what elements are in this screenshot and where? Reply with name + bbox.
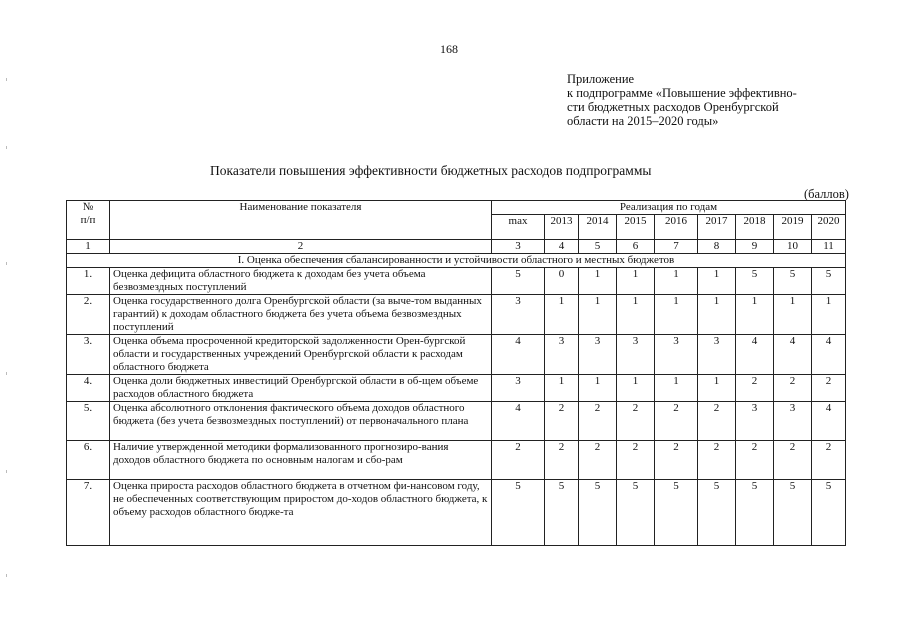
score-cell: 2 bbox=[545, 402, 579, 441]
indicator-name: Оценка объема просроченной кредиторской задолженности Орен-бургской области и государственных учреждений Оренбургской области к расходам областного бюджета bbox=[110, 335, 492, 375]
column-index: 8 bbox=[698, 240, 736, 254]
column-index: 6 bbox=[617, 240, 655, 254]
score-cell: 2 bbox=[812, 375, 846, 402]
indicator-name: Оценка дефицита областного бюджета к доходам без учета объема безвозмездных поступлений bbox=[110, 268, 492, 295]
header-year: 2019 bbox=[774, 215, 812, 240]
table-row bbox=[67, 441, 846, 480]
score-cell: 5 bbox=[655, 480, 698, 546]
table-row bbox=[67, 375, 846, 402]
score-cell: 1 bbox=[617, 295, 655, 335]
score-cell: 4 bbox=[492, 335, 545, 375]
units-label: (баллов) bbox=[804, 187, 849, 201]
indicator-name: Оценка прироста расходов областного бюджета в отчетном фи-нансовом году, не обеспеченных соответствующим приростом до-ходов областного бюджета, к объему расходов областного бюдже-та bbox=[110, 480, 492, 546]
score-cell: 1 bbox=[698, 295, 736, 335]
table-row bbox=[67, 402, 846, 441]
column-index: 3 bbox=[492, 240, 545, 254]
score-cell: 1 bbox=[774, 295, 812, 335]
scan-speck bbox=[6, 262, 7, 265]
header-indicator-name: Наименование показателя bbox=[110, 201, 492, 240]
score-cell: 2 bbox=[545, 441, 579, 480]
row-number: 7. bbox=[67, 480, 110, 546]
score-cell: 5 bbox=[545, 480, 579, 546]
score-cell: 5 bbox=[492, 268, 545, 295]
document-title: Показатели повышения эффективности бюджетных расходов подпрограммы bbox=[210, 163, 652, 178]
header-year-max: max bbox=[492, 215, 545, 240]
indicator-name: Оценка абсолютного отклонения фактического объема доходов областного бюджета (без учета безвозмездных поступлений) от первоначального плана bbox=[110, 402, 492, 441]
score-cell: 3 bbox=[545, 335, 579, 375]
score-cell: 2 bbox=[774, 375, 812, 402]
score-cell: 4 bbox=[812, 402, 846, 441]
score-cell: 3 bbox=[617, 335, 655, 375]
score-cell: 2 bbox=[736, 375, 774, 402]
score-cell: 2 bbox=[617, 402, 655, 441]
row-number: 6. bbox=[67, 441, 110, 480]
row-number: 1. bbox=[67, 268, 110, 295]
score-cell: 1 bbox=[655, 295, 698, 335]
indicator-name: Наличие утвержденной методики формализованного прогнозиро-вания доходов областного бюджета по основным налогам и сбо-рам bbox=[110, 441, 492, 480]
row-number: 5. bbox=[67, 402, 110, 441]
score-cell: 0 bbox=[545, 268, 579, 295]
score-cell: 1 bbox=[736, 295, 774, 335]
score-cell: 1 bbox=[698, 375, 736, 402]
score-cell: 1 bbox=[579, 375, 617, 402]
column-index: 4 bbox=[545, 240, 579, 254]
indicator-name: Оценка доли бюджетных инвестиций Оренбургской области в об-щем объеме расходов областного бюджета bbox=[110, 375, 492, 402]
score-cell: 3 bbox=[774, 402, 812, 441]
scan-speck bbox=[6, 146, 7, 149]
score-cell: 2 bbox=[579, 441, 617, 480]
score-cell: 2 bbox=[812, 441, 846, 480]
score-cell: 1 bbox=[617, 375, 655, 402]
score-cell: 1 bbox=[812, 295, 846, 335]
section-heading: I. Оценка обеспечения сбалансированности и устойчивости областного и местных бюджетов bbox=[67, 254, 846, 268]
score-cell: 3 bbox=[698, 335, 736, 375]
score-cell: 2 bbox=[736, 441, 774, 480]
header-year: 2018 bbox=[736, 215, 774, 240]
score-cell: 5 bbox=[812, 480, 846, 546]
scan-speck bbox=[6, 574, 7, 577]
score-cell: 3 bbox=[492, 295, 545, 335]
score-cell: 5 bbox=[774, 480, 812, 546]
score-cell: 4 bbox=[736, 335, 774, 375]
score-cell: 2 bbox=[617, 441, 655, 480]
indicator-name: Оценка государственного долга Оренбургской области (за выче-том выданных гарантий) к доходам областного бюджета без учета объема безвозмездных поступлений bbox=[110, 295, 492, 335]
header-year: 2016 bbox=[655, 215, 698, 240]
score-cell: 2 bbox=[492, 441, 545, 480]
table-row bbox=[67, 295, 846, 335]
header-year: 2014 bbox=[579, 215, 617, 240]
score-cell: 5 bbox=[736, 268, 774, 295]
score-cell: 5 bbox=[698, 480, 736, 546]
score-cell: 4 bbox=[812, 335, 846, 375]
score-cell: 5 bbox=[492, 480, 545, 546]
row-number: 3. bbox=[67, 335, 110, 375]
table-row bbox=[67, 268, 846, 295]
header-year: 2013 bbox=[545, 215, 579, 240]
score-cell: 5 bbox=[812, 268, 846, 295]
score-cell: 1 bbox=[698, 268, 736, 295]
column-index: 9 bbox=[736, 240, 774, 254]
header-period: Реализация по годам bbox=[492, 201, 846, 215]
column-index: 2 bbox=[110, 240, 492, 254]
table-row bbox=[67, 335, 846, 375]
appendix-line: Приложение bbox=[567, 72, 635, 86]
score-cell: 1 bbox=[655, 268, 698, 295]
score-cell: 1 bbox=[545, 295, 579, 335]
score-cell: 2 bbox=[698, 402, 736, 441]
scan-speck bbox=[6, 470, 7, 473]
header-number: № п/п bbox=[67, 201, 110, 240]
score-cell: 2 bbox=[774, 441, 812, 480]
scan-speck bbox=[6, 78, 7, 81]
score-cell: 2 bbox=[655, 441, 698, 480]
score-cell: 1 bbox=[545, 375, 579, 402]
header-year: 2017 bbox=[698, 215, 736, 240]
appendix-line: области на 2015–2020 годы» bbox=[567, 114, 719, 128]
score-cell: 2 bbox=[655, 402, 698, 441]
header-year: 2020 bbox=[812, 215, 846, 240]
column-index: 7 bbox=[655, 240, 698, 254]
row-number: 2. bbox=[67, 295, 110, 335]
score-cell: 1 bbox=[617, 268, 655, 295]
appendix-line: к подпрограмме «Повышение эффективно- bbox=[567, 86, 797, 100]
score-cell: 3 bbox=[655, 335, 698, 375]
appendix-note bbox=[567, 72, 797, 128]
column-index: 1 bbox=[67, 240, 110, 254]
score-cell: 4 bbox=[774, 335, 812, 375]
table-row bbox=[67, 480, 846, 546]
score-cell: 3 bbox=[492, 375, 545, 402]
score-cell: 1 bbox=[655, 375, 698, 402]
column-index: 11 bbox=[812, 240, 846, 254]
score-cell: 4 bbox=[492, 402, 545, 441]
score-cell: 3 bbox=[736, 402, 774, 441]
score-cell: 3 bbox=[579, 335, 617, 375]
score-cell: 2 bbox=[579, 402, 617, 441]
row-number: 4. bbox=[67, 375, 110, 402]
appendix-line: сти бюджетных расходов Оренбургской bbox=[567, 100, 779, 114]
score-cell: 5 bbox=[736, 480, 774, 546]
score-cell: 5 bbox=[617, 480, 655, 546]
score-cell: 2 bbox=[698, 441, 736, 480]
score-cell: 5 bbox=[579, 480, 617, 546]
page-number: 168 bbox=[440, 42, 458, 56]
indicators-table bbox=[66, 200, 846, 546]
column-index: 5 bbox=[579, 240, 617, 254]
score-cell: 1 bbox=[579, 268, 617, 295]
score-cell: 5 bbox=[774, 268, 812, 295]
header-year: 2015 bbox=[617, 215, 655, 240]
column-index: 10 bbox=[774, 240, 812, 254]
score-cell: 1 bbox=[579, 295, 617, 335]
scan-speck bbox=[6, 372, 7, 375]
